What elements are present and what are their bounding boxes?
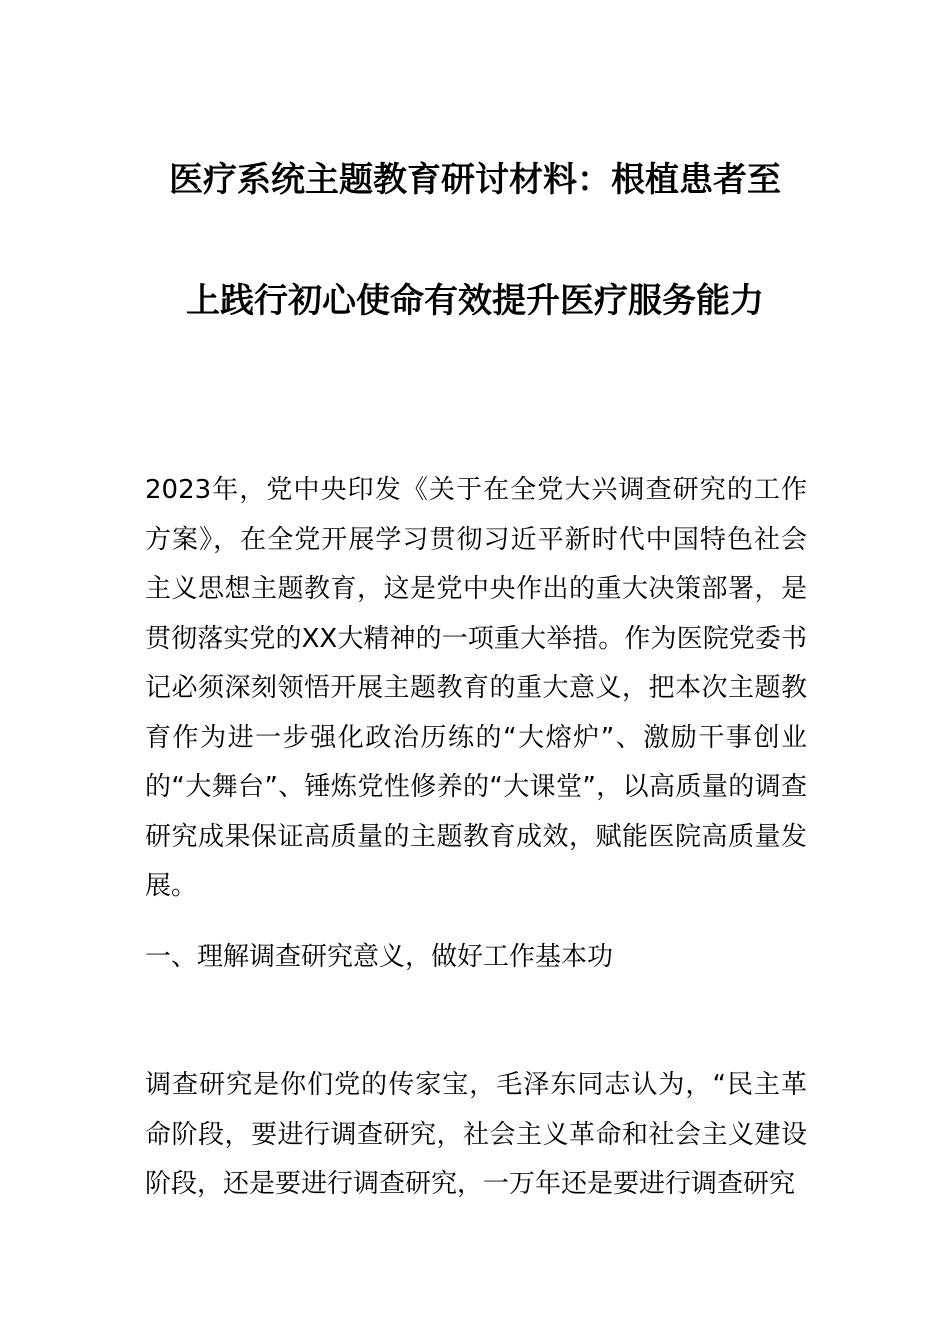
section-heading: 一、理解调查研究意义，做好工作基本功 [145,942,614,972]
document-title-line-2: 上践行初心使命有效提升医疗服务能力 [186,281,764,321]
paragraph-research: 调查研究是你们党的传家宝，毛泽东同志认为，“民主革命阶段，要进行调查研究，社会主义革命和社会主义建设阶段，还是要进行调查研究，一万年还是要进行调查研究 [145,1070,807,1199]
document-title-line-1: 医疗系统主题教育研讨材料：根植患者至 [169,160,781,200]
paragraph-intro: 2023年，党中央印发《关于在全党大兴调查研究的工作方案》，在全党开展学习贯彻习近平新时代中国特色社会主义思想主题教育，这是党中央作出的重大决策部署，是贯彻落实党的XX大精神的一项重大举措。作为医院党委书记必须深刻领悟开展主题教育的重大意义，把本次主题教育作为进一步强化政治历练的“大熔炉”、激励干事创业的“大舞台”、锤炼党性修养的“大课堂”，以高质量的调查研究成果保证高质量的主题教育成效，赋能医院高质量发展。 [145,475,807,901]
